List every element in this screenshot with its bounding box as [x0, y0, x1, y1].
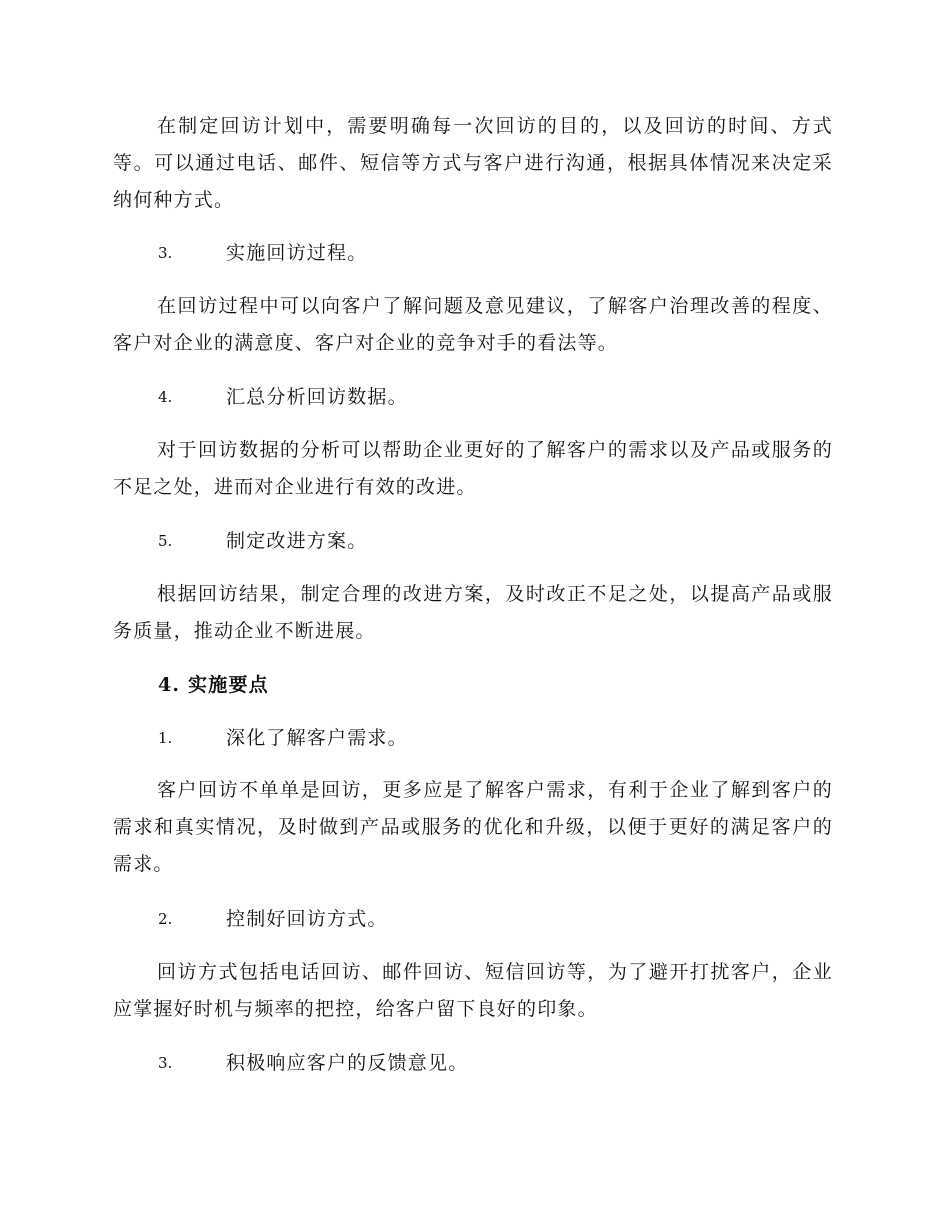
list-item-point-2 [0, 904, 950, 934]
list-item-step-5 [0, 526, 950, 556]
list-text: 积极响应客户的反馈意见。 [226, 1052, 469, 1074]
list-number: 1. [158, 729, 173, 747]
paragraph-customer-needs: 客户回访不单单是回访，更多应是了解客户需求，有利于企业了解到客户的需求和真实情况，及时做到产品或服务的优化和升级，以便于更好的满足客户的需求。 [113, 779, 833, 875]
paragraph-data-analysis: 对于回访数据的分析可以帮助企业更好的了解客户的需求以及产品或服务的不足之处，进而对企业进行有效的改进。 [113, 439, 833, 498]
list-text: 深化了解客户需求。 [226, 727, 408, 749]
list-number: 3. [158, 244, 173, 262]
list-item-step-3 [0, 238, 950, 268]
list-item-point-3 [0, 1048, 950, 1078]
list-text: 制定改进方案。 [226, 530, 368, 552]
section-heading: 4. 实施要点 [158, 674, 269, 696]
list-number: 2. [158, 910, 173, 928]
list-number: 4. [158, 388, 173, 406]
paragraph-visit-methods: 回访方式包括电话回访、邮件回访、短信回访等，为了避开打扰客户，企业应掌握好时机与频率的把控，给客户留下良好的印象。 [113, 961, 833, 1020]
list-item-step-4 [0, 382, 950, 412]
list-number: 3. [158, 1054, 173, 1072]
list-text: 汇总分析回访数据。 [226, 386, 408, 408]
list-item-point-1 [0, 723, 950, 753]
list-number: 5. [158, 532, 173, 550]
paragraph-improvement-plan: 根据回访结果，制定合理的改进方案，及时改正不足之处，以提高产品或服务质量，推动企业不断进展。 [113, 583, 833, 642]
list-text: 控制好回访方式。 [226, 908, 388, 930]
list-text: 实施回访过程。 [226, 242, 368, 264]
paragraph-visit-plan: 在制定回访计划中，需要明确每一次回访的目的，以及回访的时间、方式等。可以通过电话、邮件、短信等方式与客户进行沟通，根据具体情况来决定采纳何种方式。 [113, 115, 833, 211]
paragraph-visit-process: 在回访过程中可以向客户了解问题及意见建议，了解客户治理改善的程度、客户对企业的满意度、客户对企业的竞争对手的看法等。 [113, 295, 833, 354]
